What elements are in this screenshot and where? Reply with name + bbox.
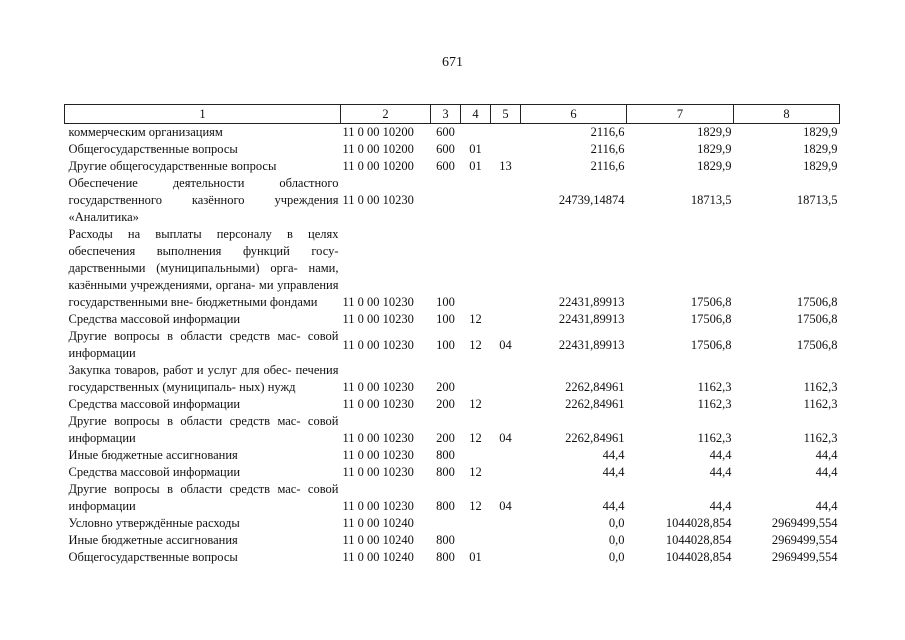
row-code-cell: 11 0 00 10200 [342, 125, 414, 139]
row-section-cell [461, 226, 491, 311]
row-section-cell [461, 447, 491, 464]
row-name-cell: Средства массовой информации [68, 465, 241, 479]
row-subsection-cell [491, 549, 521, 566]
row-name-cell: Средства массовой информации [68, 397, 241, 411]
row-amount-year3-cell: 2969499,554 [771, 533, 838, 547]
row-amount-year3-cell: 44,4 [815, 499, 838, 513]
row-amount-year3-cell: 1829,9 [803, 142, 838, 156]
row-section-cell: 12 [469, 312, 482, 326]
row-amount-year2-cell: 1162,3 [697, 380, 732, 394]
row-code-cell: 11 0 00 10240 [342, 516, 414, 530]
table-row [65, 396, 840, 413]
row-subsection-cell [491, 124, 521, 142]
table-row [65, 124, 840, 142]
table-row [65, 158, 840, 175]
row-subsection-cell [491, 311, 521, 328]
table-header-row [65, 105, 840, 124]
row-name-cell: Общегосударственные вопросы [68, 550, 238, 564]
header-col-2: 2 [341, 105, 431, 124]
row-amount-year1-cell: 22431,89913 [558, 337, 625, 352]
row-section-cell [461, 362, 491, 396]
row-expense-type-cell: 200 [436, 397, 455, 411]
table-row [65, 447, 840, 464]
row-subsection-cell: 04 [499, 499, 512, 513]
row-name-cell: Иные бюджетные ассигнования [68, 533, 238, 547]
budget-table [64, 104, 840, 566]
table-row [65, 413, 840, 447]
row-amount-year1-cell: 2116,6 [590, 142, 625, 156]
row-code-cell: 11 0 00 10230 [342, 397, 414, 411]
table-row [65, 515, 840, 532]
row-name-cell: Другие вопросы в области средств мас- совой информации [68, 329, 339, 360]
row-code-cell: 11 0 00 10230 [342, 295, 414, 309]
row-subsection-cell: 04 [499, 337, 512, 352]
row-amount-year1-cell: 0,0 [608, 550, 625, 564]
row-section-cell: 01 [469, 142, 482, 156]
page-number: 671 [442, 55, 463, 70]
row-name-cell: Закупка товаров, работ и услуг для обес- печения государственных (муниципаль- ных) нужд [68, 363, 339, 394]
header-col-7: 7 [627, 105, 734, 124]
row-amount-year2-cell: 1829,9 [697, 125, 732, 139]
row-amount-year3-cell: 18713,5 [796, 193, 838, 207]
row-amount-year3-cell: 1829,9 [803, 159, 838, 173]
row-subsection-cell [491, 515, 521, 532]
row-section-cell [461, 124, 491, 142]
row-code-cell: 11 0 00 10230 [342, 448, 414, 462]
row-expense-type-cell: 800 [436, 550, 455, 564]
row-amount-year2-cell: 1829,9 [697, 159, 732, 173]
row-section-cell: 12 [469, 337, 482, 352]
row-name-cell: Общегосударственные вопросы [68, 142, 238, 156]
row-name-cell: Иные бюджетные ассигнования [68, 448, 238, 462]
row-expense-type-cell: 800 [436, 448, 455, 462]
row-subsection-cell [491, 362, 521, 396]
row-section-cell: 12 [469, 431, 482, 445]
header-col-4: 4 [461, 105, 491, 124]
row-section-cell: 12 [469, 397, 482, 411]
row-section-cell: 01 [469, 159, 482, 173]
row-name-cell: Расходы на выплаты персоналу в целях обеспечения выполнения функций госу- дарственными (муниципальными) орга- нами, казёнными учреждениями, органа- ми управления государственными вне- бюджетными фондами [68, 227, 339, 309]
row-code-cell: 11 0 00 10240 [342, 533, 414, 547]
row-code-cell: 11 0 00 10230 [342, 380, 414, 394]
header-col-3: 3 [431, 105, 461, 124]
header-col-8: 8 [734, 105, 840, 124]
row-subsection-cell [491, 532, 521, 549]
row-name-cell: Другие общегосударственные вопросы [68, 159, 277, 173]
row-expense-type-cell: 600 [436, 159, 455, 173]
row-subsection-cell: 04 [499, 431, 512, 445]
row-expense-type-cell [431, 515, 461, 532]
row-expense-type-cell [431, 175, 461, 226]
row-subsection-cell [491, 464, 521, 481]
row-section-cell [461, 175, 491, 226]
row-subsection-cell [491, 226, 521, 311]
row-expense-type-cell: 100 [436, 337, 455, 352]
row-amount-year2-cell: 17506,8 [690, 312, 732, 326]
header-col-1: 1 [65, 105, 341, 124]
row-amount-year3-cell: 2969499,554 [771, 550, 838, 564]
row-amount-year3-cell: 1162,3 [803, 397, 838, 411]
row-section-cell: 01 [469, 550, 482, 564]
row-code-cell: 11 0 00 10230 [342, 465, 414, 479]
header-col-6: 6 [521, 105, 627, 124]
row-amount-year1-cell: 44,4 [602, 499, 625, 513]
row-amount-year2-cell: 1044028,854 [665, 533, 732, 547]
row-section-cell [461, 515, 491, 532]
row-section-cell: 12 [469, 499, 482, 513]
row-subsection-cell: 13 [499, 159, 512, 173]
row-amount-year1-cell: 2116,6 [590, 125, 625, 139]
row-amount-year2-cell: 1044028,854 [665, 550, 732, 564]
table-row [65, 226, 840, 311]
table-row [65, 362, 840, 396]
row-amount-year2-cell: 44,4 [709, 448, 732, 462]
row-amount-year1-cell: 2262,84961 [565, 431, 625, 445]
row-subsection-cell [491, 175, 521, 226]
row-subsection-cell [491, 447, 521, 464]
row-code-cell: 11 0 00 10230 [342, 337, 414, 352]
row-expense-type-cell: 800 [436, 533, 455, 547]
row-expense-type-cell: 200 [436, 380, 455, 394]
row-amount-year3-cell: 1829,9 [803, 125, 838, 139]
row-amount-year3-cell: 44,4 [815, 465, 838, 479]
row-amount-year1-cell: 0,0 [608, 516, 625, 530]
row-amount-year3-cell: 17506,8 [796, 337, 838, 352]
row-amount-year1-cell: 24739,14874 [558, 193, 625, 207]
row-code-cell: 11 0 00 10230 [342, 193, 414, 207]
table-row [65, 311, 840, 328]
row-amount-year3-cell: 1162,3 [803, 431, 838, 445]
row-code-cell: 11 0 00 10240 [342, 550, 414, 564]
row-amount-year1-cell: 44,4 [602, 448, 625, 462]
row-name-cell: Средства массовой информации [68, 312, 241, 326]
row-expense-type-cell: 200 [436, 431, 455, 445]
row-code-cell: 11 0 00 10200 [342, 159, 414, 173]
row-amount-year3-cell: 1162,3 [803, 380, 838, 394]
table-body [65, 124, 840, 567]
row-amount-year3-cell: 17506,8 [796, 312, 838, 326]
row-amount-year2-cell: 17506,8 [690, 295, 732, 309]
table-row [65, 549, 840, 566]
row-name-cell: Другие вопросы в области средств мас- совой информации [68, 482, 339, 513]
row-amount-year1-cell: 2262,84961 [565, 397, 625, 411]
row-amount-year1-cell: 2116,6 [590, 159, 625, 173]
table-row [65, 141, 840, 158]
row-amount-year2-cell: 44,4 [709, 499, 732, 513]
row-amount-year3-cell: 17506,8 [796, 295, 838, 309]
table-row [65, 532, 840, 549]
row-name-cell: Условно утверждённые расходы [68, 516, 240, 530]
row-amount-year1-cell: 2262,84961 [565, 380, 625, 394]
row-subsection-cell [491, 141, 521, 158]
table-row [65, 328, 840, 362]
table-row [65, 175, 840, 226]
row-name-cell: коммерческим организациям [68, 125, 223, 139]
row-subsection-cell [491, 396, 521, 413]
row-section-cell: 12 [469, 465, 482, 479]
row-code-cell: 11 0 00 10230 [342, 312, 414, 326]
row-amount-year1-cell: 22431,89913 [558, 295, 625, 309]
table-row [65, 464, 840, 481]
row-amount-year2-cell: 18713,5 [690, 193, 732, 207]
row-amount-year1-cell: 44,4 [602, 465, 625, 479]
row-expense-type-cell: 600 [436, 125, 455, 139]
row-amount-year2-cell: 1829,9 [697, 142, 732, 156]
table-row [65, 481, 840, 515]
row-name-cell: Другие вопросы в области средств мас- совой информации [68, 414, 339, 445]
row-amount-year2-cell: 1162,3 [697, 431, 732, 445]
row-code-cell: 11 0 00 10230 [342, 431, 414, 445]
row-code-cell: 11 0 00 10200 [342, 142, 414, 156]
row-amount-year2-cell: 1044028,854 [665, 516, 732, 530]
row-amount-year2-cell: 44,4 [709, 465, 732, 479]
row-expense-type-cell: 100 [436, 312, 455, 326]
row-amount-year2-cell: 17506,8 [690, 337, 732, 352]
row-expense-type-cell: 800 [436, 465, 455, 479]
row-section-cell [461, 532, 491, 549]
header-col-5: 5 [491, 105, 521, 124]
row-amount-year2-cell: 1162,3 [697, 397, 732, 411]
row-name-cell: Обеспечение деятельности областного государственного казённого учреждения «Аналитика» [68, 176, 339, 224]
row-amount-year1-cell: 0,0 [608, 533, 625, 547]
row-expense-type-cell: 100 [436, 295, 455, 309]
row-amount-year3-cell: 2969499,554 [771, 516, 838, 530]
row-code-cell: 11 0 00 10230 [342, 499, 414, 513]
row-expense-type-cell: 800 [436, 499, 455, 513]
row-expense-type-cell: 600 [436, 142, 455, 156]
row-amount-year1-cell: 22431,89913 [558, 312, 625, 326]
row-amount-year3-cell: 44,4 [815, 448, 838, 462]
